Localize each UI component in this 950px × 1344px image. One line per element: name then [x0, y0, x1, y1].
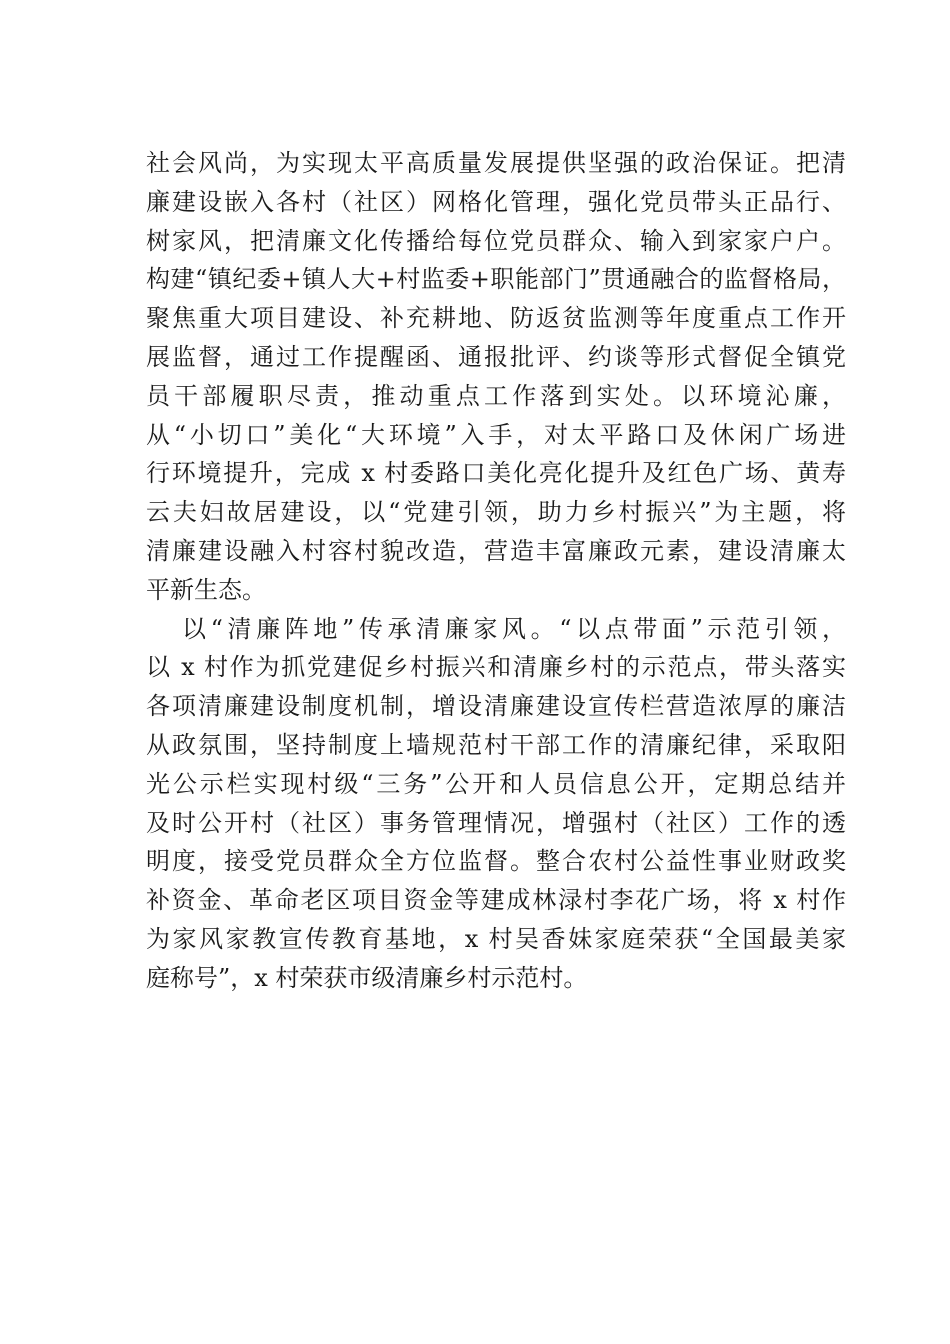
text-line: 清廉建设融入村容村貌改造，营造丰富廉政元素，建设清廉太 — [146, 536, 846, 565]
text-line: 以 x 村作为抓党建促乡村振兴和清廉乡村的示范点，带头落实 — [146, 653, 846, 682]
text-line: 聚焦重大项目建设、补充耕地、防返贫监测等年度重点工作开 — [146, 304, 846, 333]
paragraph-2 — [146, 610, 846, 998]
paragraph-1 — [146, 144, 846, 610]
text-line: 补资金、革命老区项目资金等建成林渌村李花广场，将 x 村作 — [146, 886, 846, 915]
text-line: 庭称号”，x 村荣获市级清廉乡村示范村。 — [146, 963, 588, 992]
text-line: 各项清廉建设制度机制，增设清廉建设宣传栏营造浓厚的廉洁 — [146, 692, 846, 721]
text-line: 平新生态。 — [146, 575, 266, 604]
text-line: 员干部履职尽责，推动重点工作落到实处。以环境沁廉， — [146, 381, 846, 410]
text-line: 廉建设嵌入各村（社区）网格化管理，强化党员带头正品行、 — [146, 187, 846, 216]
text-line: 从“小切口”美化“大环境”入手，对太平路口及休闲广场进 — [146, 420, 846, 449]
text-line: 社会风尚，为实现太平高质量发展提供坚强的政治保证。把清 — [146, 149, 846, 177]
text-line: 光公示栏实现村级“三务”公开和人员信息公开，定期总结并 — [146, 769, 846, 798]
text-line: 云夫妇故居建设，以“党建引领，助力乡村振兴”为主题，将 — [146, 498, 846, 527]
text-line: 展监督，通过工作提醒函、通报批评、约谈等形式督促全镇党 — [146, 342, 846, 371]
text-line: 行环境提升，完成 x 村委路口美化亮化提升及红色广场、黄寿 — [146, 459, 846, 488]
text-line: 树家风，把清廉文化传播给每位党员群众、输入到家家户户。 — [146, 226, 846, 255]
text-line: 为家风家教宣传教育基地，x 村吴香妹家庭荣获“全国最美家 — [146, 924, 846, 953]
text-line: 以“清廉阵地”传承清廉家风。“以点带面”示范引领， — [182, 614, 846, 643]
text-line: 明度，接受党员群众全方位监督。整合农村公益性事业财政奖 — [146, 847, 846, 876]
text-line: 及时公开村（社区）事务管理情况，增强村（社区）工作的透 — [146, 808, 846, 837]
document-body — [146, 144, 846, 998]
text-line: 构建“镇纪委+镇人大+村监委+职能部门”贯通融合的监督格局， — [146, 265, 846, 294]
text-line: 从政氛围，坚持制度上墙规范村干部工作的清廉纪律，采取阳 — [146, 730, 846, 759]
